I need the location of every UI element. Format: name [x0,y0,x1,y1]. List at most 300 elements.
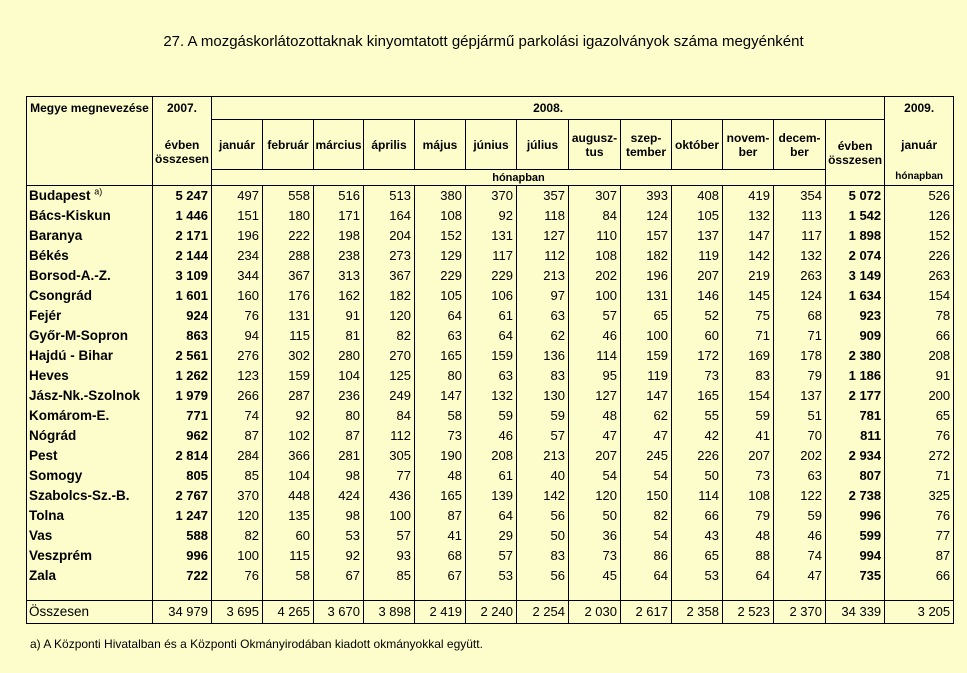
table-row [27,526,954,546]
month-value: 98 [314,506,364,526]
month-value: 497 [212,186,263,207]
year-2007-total: 722 [153,566,212,586]
month-value: 196 [621,266,672,286]
year-2007-total: 1 446 [153,206,212,226]
table-row [27,486,954,506]
year-2009-january: 76 [885,506,954,526]
month-value: 98 [314,466,364,486]
month-value: 136 [517,346,569,366]
month-value: 120 [364,306,415,326]
month-value: 2 254 [517,601,569,624]
month-value: 2 240 [466,601,517,624]
month-value: 67 [314,566,364,586]
month-value: 118 [517,206,569,226]
year-2009-header: 2009. [885,97,954,120]
year-2008-total: 1 898 [826,226,885,246]
year-2008-total: 735 [826,566,885,586]
month-value: 113 [774,206,826,226]
month-value: 288 [263,246,314,266]
month-value: 171 [314,206,364,226]
county-name: Borsod-A.-Z. [27,266,153,286]
month-value: 176 [263,286,314,306]
year-2008-total: 34 339 [826,601,885,624]
month-value: 102 [263,426,314,446]
year-2008-total: 996 [826,506,885,526]
month-value: 100 [212,546,263,566]
month-value: 84 [569,206,621,226]
month-value: 229 [466,266,517,286]
year-2008-total: 1 634 [826,286,885,306]
month-value: 64 [466,506,517,526]
year-2008-total: 909 [826,326,885,346]
data-table [26,96,954,624]
month-value: 77 [364,466,415,486]
month-value: 108 [723,486,774,506]
month-value: 75 [723,306,774,326]
county-name: Somogy [27,466,153,486]
month-value: 82 [621,506,672,526]
month-value: 152 [415,226,466,246]
month-value: 54 [621,466,672,486]
month-value: 82 [364,326,415,346]
month-value: 41 [415,526,466,546]
month-value: 159 [621,346,672,366]
month-value: 87 [415,506,466,526]
county-name: Pest [27,446,153,466]
month-value: 114 [569,346,621,366]
month-value: 97 [517,286,569,306]
year-2009-january: 66 [885,566,954,586]
month-value: 120 [212,506,263,526]
year-2007-total: 1 979 [153,386,212,406]
month-value: 207 [569,446,621,466]
month-value: 93 [364,546,415,566]
month-value: 436 [364,486,415,506]
table-body [27,186,954,624]
month-value: 68 [774,306,826,326]
honapban-label-2009: hónapban [885,170,954,186]
footnote-marker: a) [94,186,103,197]
county-column-header: Megye megnevezése [27,97,153,186]
month-value: 273 [364,246,415,266]
year-2008-total: 1 186 [826,366,885,386]
month-value: 67 [415,566,466,586]
month-value: 57 [517,426,569,446]
month-value: 276 [212,346,263,366]
month-value: 302 [263,346,314,366]
month-value: 448 [263,486,314,506]
month-value: 130 [517,386,569,406]
month-value: 73 [672,366,723,386]
month-value: 64 [466,326,517,346]
month-value: 105 [415,286,466,306]
month-value: 419 [723,186,774,207]
month-value: 307 [569,186,621,207]
month-header: augusz-tus [569,120,621,170]
spacer-row [27,586,954,601]
month-value: 41 [723,426,774,446]
year-2008-total: 2 738 [826,486,885,506]
month-value: 516 [314,186,364,207]
month-value: 117 [774,226,826,246]
month-value: 71 [774,326,826,346]
year-2009-january: 71 [885,466,954,486]
month-value: 119 [672,246,723,266]
year-2009-january: 526 [885,186,954,207]
month-value: 127 [517,226,569,246]
month-value: 142 [517,486,569,506]
month-value: 229 [415,266,466,286]
month-value: 58 [415,406,466,426]
month-value: 313 [314,266,364,286]
month-value: 59 [723,406,774,426]
month-value: 424 [314,486,364,506]
month-value: 280 [314,346,364,366]
month-value: 2 617 [621,601,672,624]
month-value: 370 [466,186,517,207]
year-2008-total: 2 177 [826,386,885,406]
month-value: 150 [621,486,672,506]
month-value: 284 [212,446,263,466]
month-header: július [517,120,569,170]
month-value: 135 [263,506,314,526]
month-value: 61 [466,466,517,486]
county-name: Szabolcs-Sz.-B. [27,486,153,506]
county-name: Jász-Nk.-Szolnok [27,386,153,406]
month-value: 59 [774,506,826,526]
month-value: 73 [569,546,621,566]
footnote: a) A Központi Hivatalban és a Központi Okmányirodában kiadott okmányokkal együtt. [30,637,483,651]
month-value: 84 [364,406,415,426]
month-value: 74 [212,406,263,426]
month-value: 53 [466,566,517,586]
month-value: 88 [723,546,774,566]
year-2008-header: 2008. [212,97,885,120]
month-value: 558 [263,186,314,207]
year-2009-january: 200 [885,386,954,406]
month-value: 80 [415,366,466,386]
month-value: 57 [569,306,621,326]
month-value: 207 [723,446,774,466]
table-row [27,186,954,207]
month-value: 53 [672,566,723,586]
month-value: 60 [263,526,314,546]
month-value: 159 [263,366,314,386]
year-2009-january: 226 [885,246,954,266]
year-2009-january: 78 [885,306,954,326]
month-value: 357 [517,186,569,207]
month-value: 266 [212,386,263,406]
county-name: Fejér [27,306,153,326]
year-2007-total: 962 [153,426,212,446]
month-value: 51 [774,406,826,426]
month-value: 112 [364,426,415,446]
month-header: február [263,120,314,170]
year-2007-total: 996 [153,546,212,566]
month-value: 160 [212,286,263,306]
county-name: Összesen [27,601,153,624]
year-2008-total: 1 542 [826,206,885,226]
table-row [27,466,954,486]
month-value: 219 [723,266,774,286]
month-value: 63 [517,306,569,326]
month-value: 198 [314,226,364,246]
month-value: 119 [621,366,672,386]
month-value: 122 [774,486,826,506]
month-value: 105 [672,206,723,226]
year-2009-january: 126 [885,206,954,226]
month-value: 92 [263,406,314,426]
year-2009-january: 208 [885,346,954,366]
month-value: 108 [569,246,621,266]
month-value: 47 [621,426,672,446]
table-row [27,306,954,326]
county-name: Bács-Kiskun [27,206,153,226]
month-value: 76 [212,306,263,326]
month-value: 46 [569,326,621,346]
month-value: 164 [364,206,415,226]
month-value: 3 670 [314,601,364,624]
month-value: 367 [263,266,314,286]
month-value: 207 [672,266,723,286]
year-2008-total: 5 072 [826,186,885,207]
month-value: 132 [466,386,517,406]
table-title: 27. A mozgáskorlátozottaknak kinyomtatott gépjármű parkolási igazolványok száma megyénként [163,33,804,50]
month-value: 159 [466,346,517,366]
month-value: 190 [415,446,466,466]
year-2008-total: 994 [826,546,885,566]
county-name: Békés [27,246,153,266]
month-value: 59 [517,406,569,426]
month-value: 64 [723,566,774,586]
month-value: 65 [621,306,672,326]
month-value: 145 [723,286,774,306]
month-value: 204 [364,226,415,246]
month-value: 3 695 [212,601,263,624]
month-value: 50 [672,466,723,486]
month-value: 169 [723,346,774,366]
table-row [27,206,954,226]
year-2009-january: 325 [885,486,954,506]
month-value: 129 [415,246,466,266]
year-2009-january: 65 [885,406,954,426]
month-value: 56 [517,566,569,586]
year-2008-total: 2 934 [826,446,885,466]
month-value: 83 [723,366,774,386]
month-value: 79 [774,366,826,386]
month-value: 139 [466,486,517,506]
month-value: 61 [466,306,517,326]
month-value: 151 [212,206,263,226]
month-value: 58 [263,566,314,586]
month-header: szep-tember [621,120,672,170]
month-value: 57 [364,526,415,546]
year-2009-january-header: január [885,120,954,170]
month-value: 380 [415,186,466,207]
year-2007-total: 588 [153,526,212,546]
month-value: 46 [466,426,517,446]
month-value: 213 [517,446,569,466]
county-name: Komárom-E. [27,406,153,426]
month-value: 83 [517,546,569,566]
month-value: 46 [774,526,826,546]
month-value: 74 [774,546,826,566]
month-value: 354 [774,186,826,207]
month-value: 131 [466,226,517,246]
county-name: Hajdú - Bihar [27,346,153,366]
month-value: 2 370 [774,601,826,624]
year-2007-total: 805 [153,466,212,486]
year-2009-january: 77 [885,526,954,546]
county-name: Heves [27,366,153,386]
month-value: 76 [212,566,263,586]
month-value: 115 [263,546,314,566]
month-value: 82 [212,526,263,546]
month-header: október [672,120,723,170]
year-2007-total: 5 247 [153,186,212,207]
month-value: 29 [466,526,517,546]
month-value: 142 [723,246,774,266]
month-value: 48 [569,406,621,426]
year-2009-january: 272 [885,446,954,466]
table-row [27,266,954,286]
month-value: 137 [672,226,723,246]
year-2007-total: 2 561 [153,346,212,366]
month-header: január [212,120,263,170]
month-value: 513 [364,186,415,207]
month-value: 162 [314,286,364,306]
county-name: Veszprém [27,546,153,566]
month-value: 63 [415,326,466,346]
month-value: 213 [517,266,569,286]
month-header: decem-ber [774,120,826,170]
month-value: 106 [466,286,517,306]
month-value: 56 [517,506,569,526]
month-header: április [364,120,415,170]
month-value: 53 [314,526,364,546]
month-value: 100 [621,326,672,346]
month-value: 79 [723,506,774,526]
month-value: 147 [621,386,672,406]
month-value: 55 [672,406,723,426]
year-2008-total: 923 [826,306,885,326]
month-value: 281 [314,446,364,466]
month-value: 59 [466,406,517,426]
year-2009-january: 76 [885,426,954,446]
month-value: 344 [212,266,263,286]
table-row [27,326,954,346]
table-row [27,546,954,566]
year-2008-total: 3 149 [826,266,885,286]
year-2007-total: 34 979 [153,601,212,624]
month-value: 36 [569,526,621,546]
month-value: 147 [415,386,466,406]
table-row [27,446,954,466]
month-value: 180 [263,206,314,226]
year-2009-january: 3 205 [885,601,954,624]
month-value: 2 523 [723,601,774,624]
year-2007-total: 2 814 [153,446,212,466]
month-value: 245 [621,446,672,466]
county-name: Budapest $^{a)}$ [27,186,153,207]
month-value: 62 [517,326,569,346]
month-value: 47 [774,566,826,586]
month-value: 270 [364,346,415,366]
month-value: 115 [263,326,314,346]
month-value: 222 [263,226,314,246]
month-value: 178 [774,346,826,366]
month-value: 120 [569,486,621,506]
month-value: 64 [621,566,672,586]
month-value: 40 [517,466,569,486]
month-value: 123 [212,366,263,386]
month-value: 366 [263,446,314,466]
month-header: novem-ber [723,120,774,170]
month-value: 131 [621,286,672,306]
month-value: 117 [466,246,517,266]
month-value: 112 [517,246,569,266]
month-value: 73 [415,426,466,446]
month-value: 91 [314,306,364,326]
county-name: Baranya [27,226,153,246]
month-value: 124 [774,286,826,306]
table-row [27,506,954,526]
year-2008-total: 807 [826,466,885,486]
year-2007-total: 1 262 [153,366,212,386]
month-value: 42 [672,426,723,446]
month-value: 182 [621,246,672,266]
year-2008-total: 781 [826,406,885,426]
month-value: 43 [672,526,723,546]
month-value: 70 [774,426,826,446]
year-2009-january: 87 [885,546,954,566]
month-value: 3 898 [364,601,415,624]
month-value: 305 [364,446,415,466]
month-value: 48 [723,526,774,546]
month-value: 2 419 [415,601,466,624]
month-value: 57 [466,546,517,566]
table-row [27,406,954,426]
month-value: 81 [314,326,364,346]
month-value: 182 [364,286,415,306]
month-value: 226 [672,446,723,466]
month-value: 132 [723,206,774,226]
month-value: 95 [569,366,621,386]
month-value: 147 [723,226,774,246]
month-value: 100 [364,506,415,526]
year-2008-total: 2 380 [826,346,885,366]
month-value: 125 [364,366,415,386]
month-value: 92 [314,546,364,566]
month-value: 47 [569,426,621,446]
month-value: 86 [621,546,672,566]
year-2009-january: 91 [885,366,954,386]
year-2007-total: 771 [153,406,212,426]
month-value: 63 [774,466,826,486]
month-value: 94 [212,326,263,346]
county-name: Győr-M-Sopron [27,326,153,346]
month-value: 104 [314,366,364,386]
month-value: 85 [212,466,263,486]
month-value: 63 [466,366,517,386]
month-value: 154 [723,386,774,406]
county-name: Tolna [27,506,153,526]
month-value: 165 [415,346,466,366]
month-value: 408 [672,186,723,207]
month-value: 165 [672,386,723,406]
county-name: Csongrád [27,286,153,306]
month-value: 92 [466,206,517,226]
